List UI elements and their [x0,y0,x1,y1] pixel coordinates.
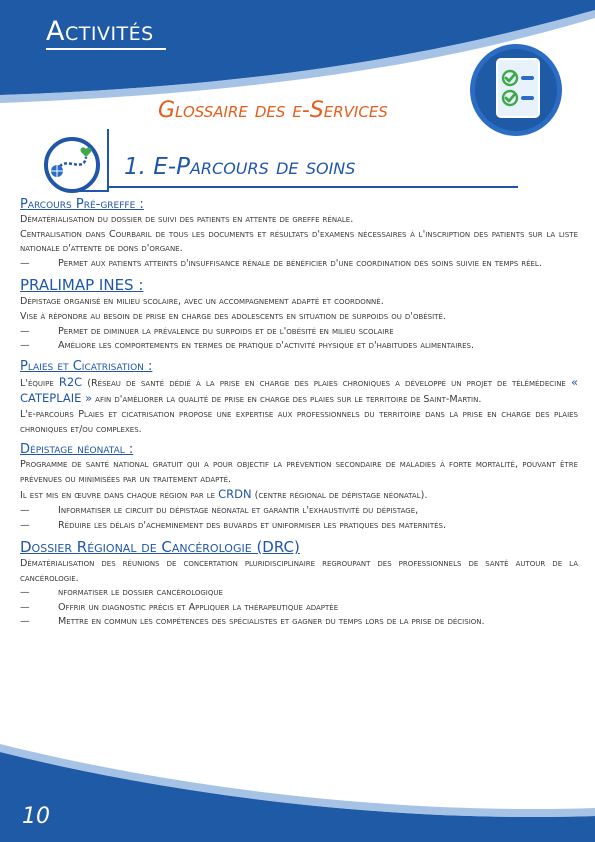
list-item-text: nformatiser le dossier cancérologique [58,587,223,599]
bullet-dash: — [20,257,30,269]
footer-band [0,732,595,842]
list-item [20,504,578,519]
text-run: L'équipe [20,377,59,389]
list-item [20,257,578,272]
heart-route-globe-icon [32,125,112,197]
entry-plaies [20,359,578,437]
list-item [20,519,578,534]
highlight-r2c: R2C [58,374,83,389]
bullet-list [20,504,578,533]
list-item-text: Améliore les comportements en termes de pratique d'activité physique et d'habitudes alimentaires. [58,340,475,352]
entry-title: Parcours Pré-greffe : [20,197,144,212]
entry-title: PRALIMAP INES : [20,276,144,295]
bullet-dash: — [20,340,30,352]
list-item-text: Réduire les délais d'acheminement des buvards et uniformiser les pratiques des maternités. [58,519,447,531]
bullet-dash: — [20,601,30,613]
entry-pre-greffe [20,197,578,271]
highlight-cateplaie: « CATEPLAIE » [20,374,578,406]
title-underline [46,48,166,50]
bullet-dash: — [20,504,30,516]
list-item [20,339,578,354]
entry-drc [20,538,578,630]
entry-paragraph: Programme de santé national gratuit qui a pour objectif la prévention secondaire de maladies à forte mortalité, pouvant être prévenues ou minimisées par un traitement adapté. [20,459,578,485]
entry-title: Plaies et Cicatrisation : [20,358,153,374]
list-item [20,325,578,340]
glossary-content [20,197,578,635]
list-item-text: Mettre en commun les compétences des spécialistes et gagner du temps lors de la prise de décision. [58,616,485,628]
list-item [20,601,578,616]
bullet-list [20,325,578,354]
entry-title: Dépistage néonatal : [20,442,134,458]
entry-paragraph: Dématérialisation du dossier de suivi des patients en attente de greffe rénale. [20,214,354,225]
bullet-dash: — [20,519,30,531]
text-run: (Réseau de santé dédié à la prise en charge des plaies chroniques a développé un projet de télémédecine [82,377,571,389]
page-title: Activités [46,16,154,47]
bullet-list [20,257,578,272]
text-run: (centre régional de dépistage néonatal). [251,490,428,502]
list-item-text: Permet aux patients atteints d'insuffisance rénale de bénéficier d'une coordination des soins suivie en temps réel. [58,257,542,269]
section-divider [108,186,518,188]
entry-title: Dossier Régional de Cancérologie (DRC) [20,538,300,557]
entry-pralimap [20,276,578,353]
bullet-dash: — [20,616,30,628]
list-item [20,586,578,601]
bullet-dash: — [20,325,30,337]
entry-paragraph: Vise à répondre au besoin de prise en charge des adolescents en situation de surpoids ou d'obésité. [20,310,446,322]
list-item-text: Permet de diminuer la prévalence du surpoids et de l'obésité en milieu scolaire [58,325,394,337]
list-item-text: Informatiser le circuit du dépistage néonatal et garantir l'exhaustivité du dépistage, [58,504,419,516]
list-item-text: Offrir un diagnostic précis et Appliquer la thérapeutique adaptée [58,601,339,613]
section-title: 1. E-Parcours de soins [124,154,356,180]
bullet-dash: — [20,587,30,599]
entry-depistage [20,442,578,533]
bullet-list [20,586,578,630]
text-run: afin d'améliorer la qualité de prise en charge des plaies sur le territoire de Saint-Martin. [92,394,482,406]
text-run: Il est mis en œuvre dans chaque région par le [20,490,219,502]
highlight-crdn: CRDN [218,487,252,502]
entry-paragraph: L'e-parcours Plaies et cicatrisation propose une expertise aux professionnels du territoire dans la prise en charge des plaies chroniques et/ou complexes. [20,408,578,435]
entry-paragraph: Dépistage organisé en milieu scolaire, avec un accompagnement adapté et coordonné. [20,296,384,308]
glossary-subtitle: Glossaire des e-Services [158,98,388,123]
page-number: 10 [22,804,50,829]
entry-paragraph: Dématérialisation des réunions de concertation pluridisciplinaire regroupant des professionnels de santé autour de la cancérologie. [20,558,578,584]
entry-paragraph [20,487,578,504]
entry-paragraph: Centralisation dans Courbaril de tous les documents et résultats d'examens nécessaires à l'inscription des patients sur la liste nationale d'attente de dons d'organe. [20,228,578,255]
checklist-icon [468,42,564,138]
entry-paragraph [20,375,578,408]
list-item [20,615,578,630]
